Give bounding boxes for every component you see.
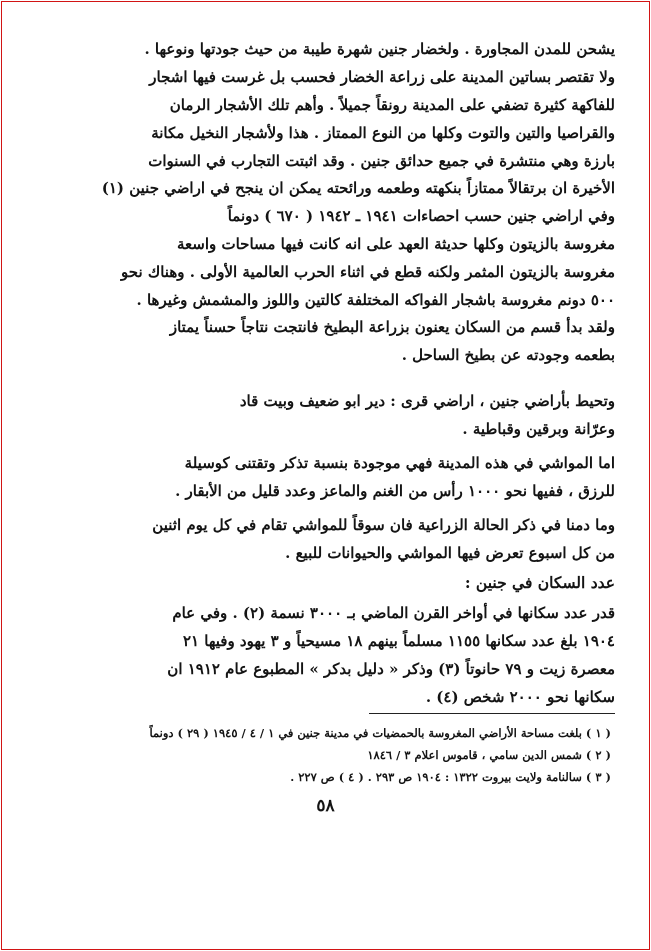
body-line: وتحيط بأراضي جنين ، اراضي قرى : دير ابو ضعيف وبيت قاد	[239, 392, 615, 410]
section-line: سكانها نحو ٢٠٠٠ شخص (٤) .	[425, 688, 615, 706]
body-line: بارزة وهي منتشرة في جميع حدائق جنين . وقد اثبتت التجارب في السنوات	[148, 152, 615, 170]
body-line: والقراصيا والتين والتوت وكلها من النوع الممتاز . هذا ولأشجار النخيل مكانة	[151, 124, 615, 142]
body-line: وفي اراضي جنين حسب احصاءات ١٩٤١ ـ ١٩٤٢ ( ٦٧٠ ) دونماً	[227, 207, 615, 225]
body-line: الأخيرة ان برتقالاً ممتازاً بنكهته وطعمه ورائحته يمكن ان ينجح في اراضي جنين (١)	[101, 179, 615, 197]
section-line: معصرة زيت و ٧٩ حانوتاً (٣) وذكر « دليل بدكر » المطبوع عام ١٩١٢ ان	[167, 660, 615, 678]
body-line: بطعمه وجودته عن بطيخ الساحل .	[401, 346, 615, 364]
footnote: ( ٢ ) شمس الدين سامي ، قاموس اعلام ٣ / ١٨٤٦	[367, 748, 611, 762]
body-line: ولقد بدأ قسم من السكان يعنون بزراعة البطيخ فانتجت نتاجاً حسناً يمتاز	[169, 318, 615, 336]
body-line: وعرّانة وبرقين وقباطية .	[462, 420, 615, 438]
body-line: مغروسة بالزيتون وكلها حديثة العهد على انه كانت فيها مساحات واسعة	[177, 235, 615, 253]
section-heading: عدد السكان في جنين :	[464, 573, 615, 592]
body-line: مغروسة بالزيتون المثمر ولكنه قطع في اثناء الحرب العالمية الأولى . وهناك نحو	[121, 263, 615, 281]
page-number: ٥٨	[316, 796, 335, 816]
footnote: ( ٣ ) سالنامة ولايت بيروت ١٣٢٢ : ١٩٠٤ ص ٢٩٣ . ( ٤ ) ص ٢٢٧ .	[290, 770, 611, 784]
body-line: اما المواشي في هذه المدينة فهي موجودة بنسبة تذكر وتقتنى كوسيلة	[184, 454, 615, 472]
body-line: ٥٠٠ دونم مغروسة باشجار الفواكه المختلفة كالتين واللوز والمشمش وغيرها .	[136, 291, 615, 309]
body-line: للفاكهة كثيرة تضفي على المدينة رونقاً جميلاً . وأهم تلك الأشجار الرمان	[169, 96, 615, 114]
body-line: من كل اسبوع تعرض فيها المواشي والحيوانات للبيع .	[285, 544, 615, 562]
body-line: للرزق ، ففيها نحو ١٠٠٠ رأس من الغنم والماعز وعدد قليل من الأبقار .	[175, 482, 615, 500]
body-line: يشحن للمدن المجاورة . ولخضار جنين شهرة طيبة من حيث جودتها ونوعها .	[144, 40, 615, 58]
section-line: ١٩٠٤ بلغ عدد سكانها ١١٥٥ مسلماً بينهم ١٨ مسيحياً و ٣ يهود وفيها ٢١	[182, 632, 615, 650]
section-line: قدر عدد سكانها في أواخر القرن الماضي بـ ٣٠٠٠ نسمة (٢) . وفي عام	[172, 604, 615, 622]
footnote: ( ١ ) بلغت مساحة الأراضي المغروسة بالحمضيات في مدينة جنين في ١ / ٤ / ١٩٤٥ ( ٢٩ ) دونماً	[149, 726, 611, 740]
footnote-divider	[369, 713, 615, 714]
body-line: ولا تقتصر بساتين المدينة على زراعة الخضار فحسب بل غرست فيها اشجار	[149, 68, 615, 86]
body-line: وما دمنا في ذكر الحالة الزراعية فان سوقاً للمواشي تقام في كل يوم اثنين	[152, 516, 615, 534]
